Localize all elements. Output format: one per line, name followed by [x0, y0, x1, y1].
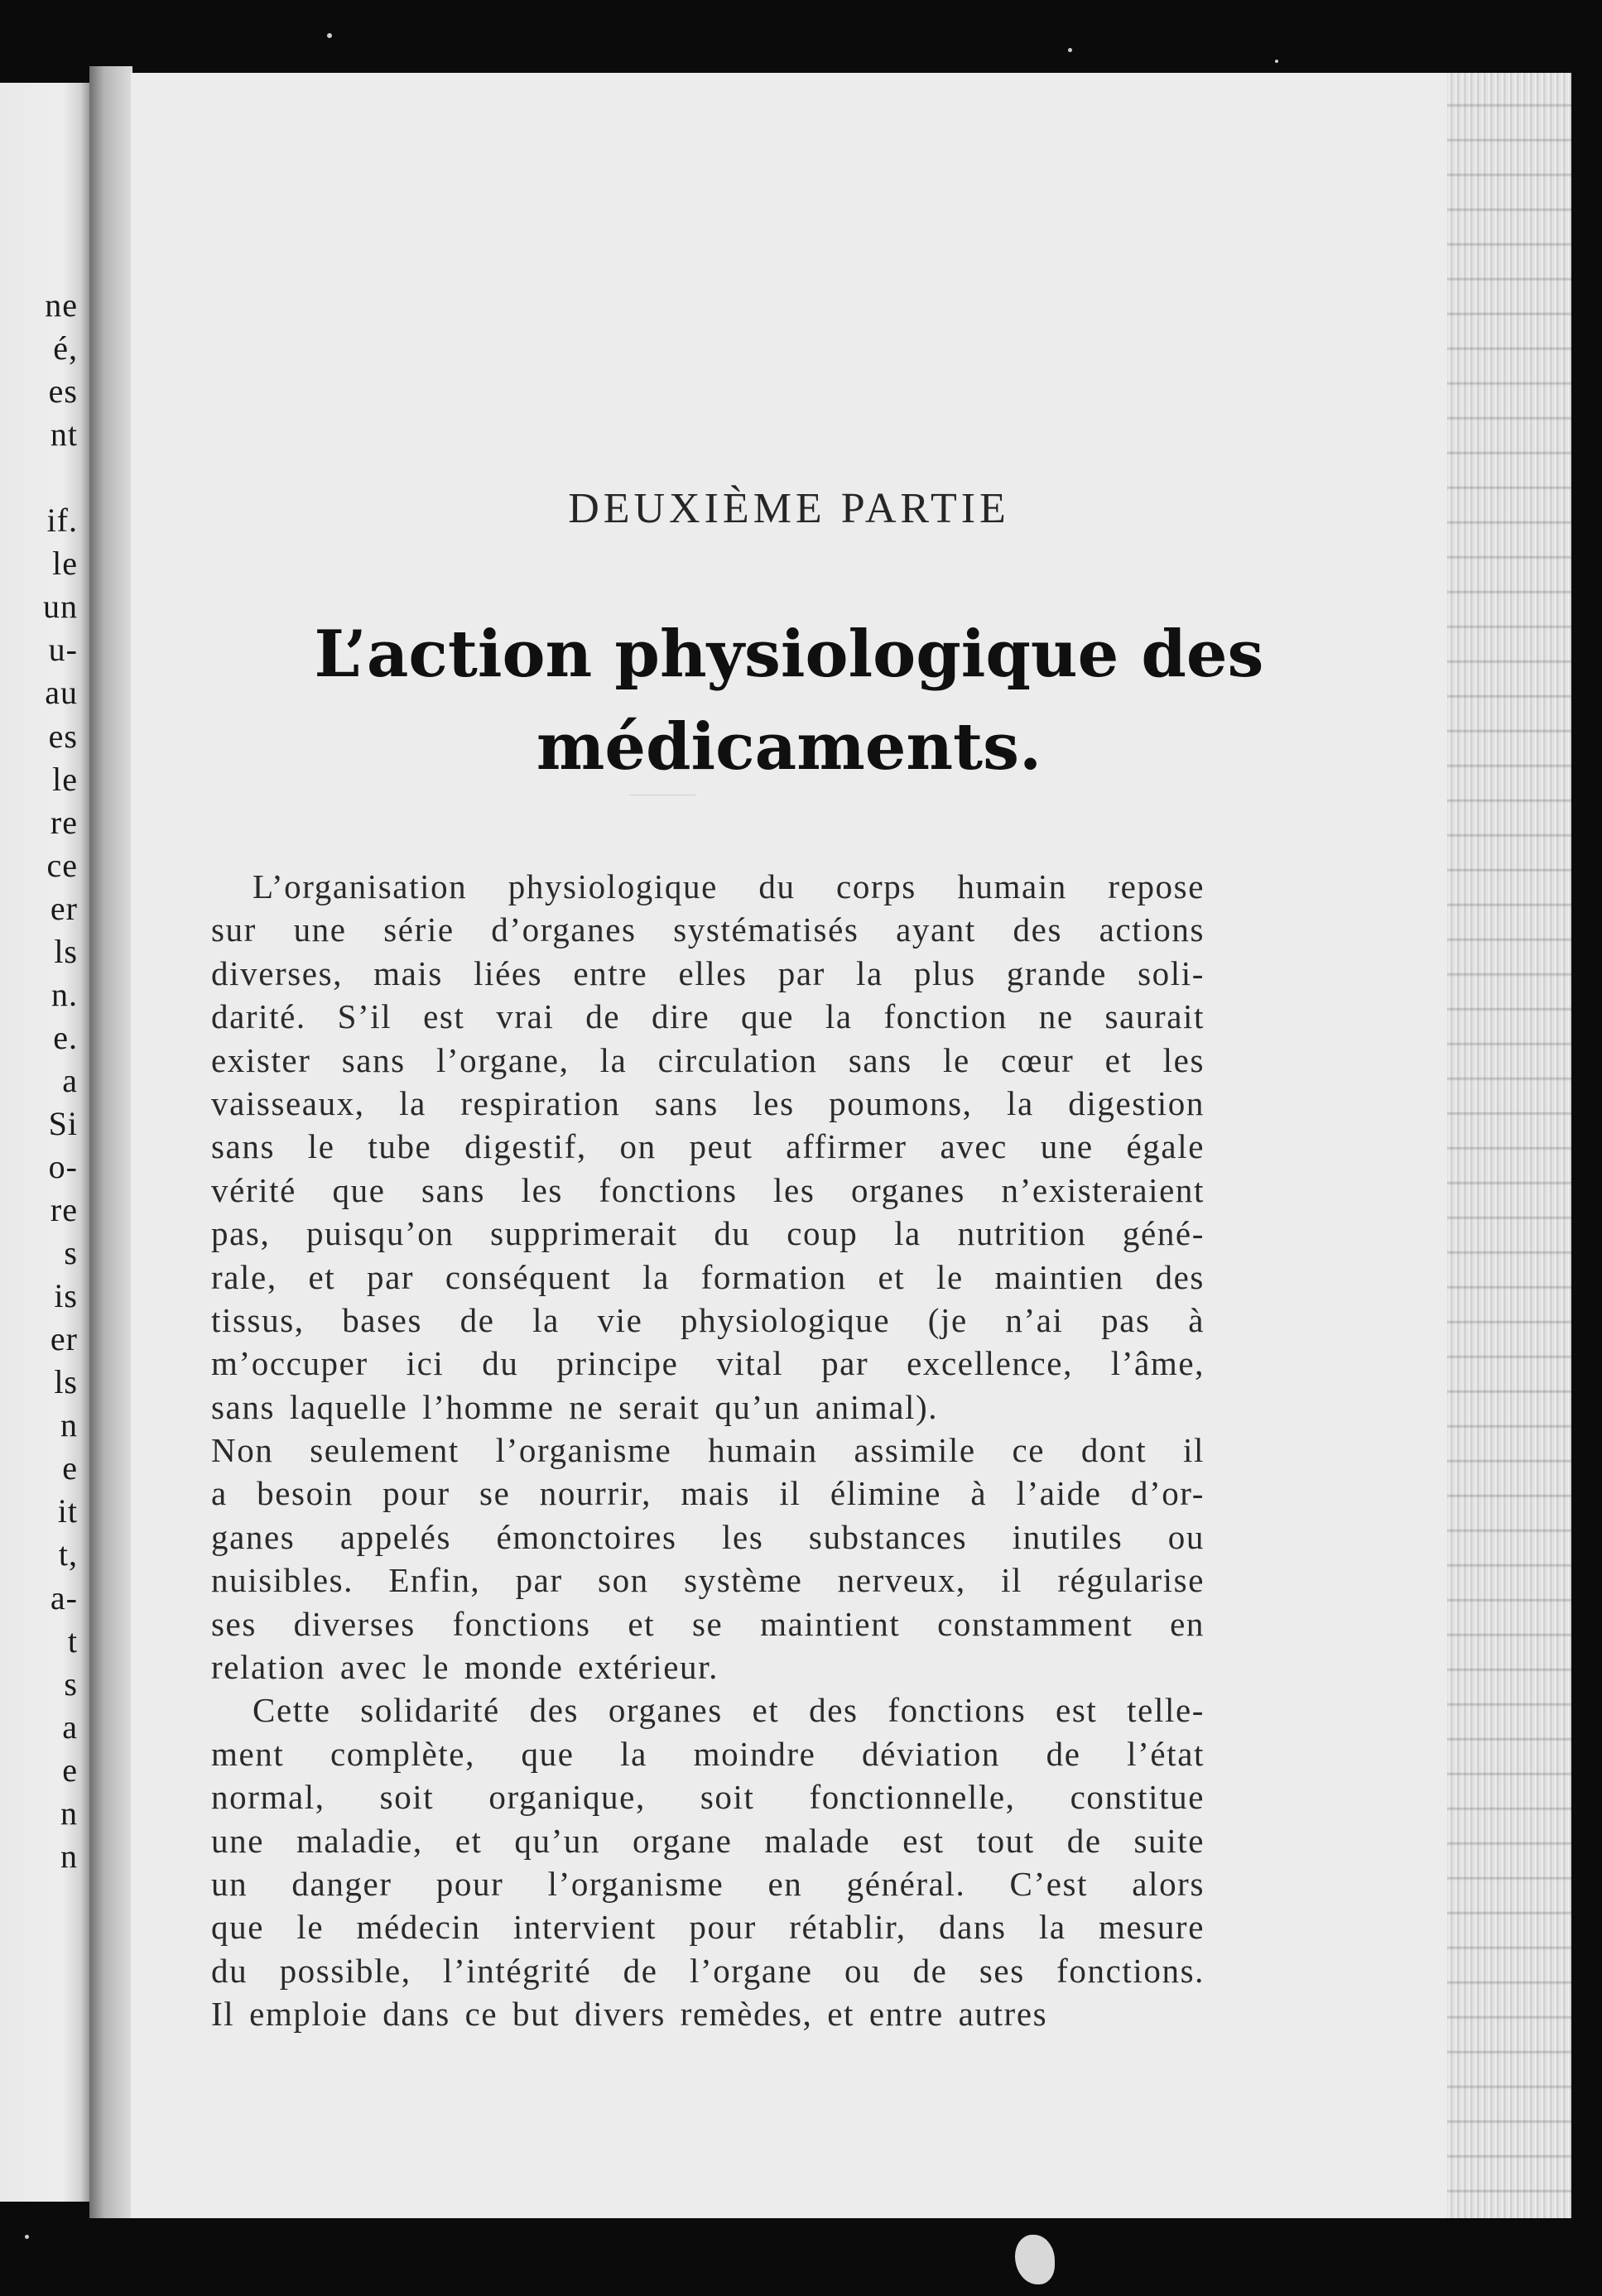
left-page-fragment: es: [48, 372, 78, 411]
left-page-fragment: n: [60, 1837, 78, 1875]
text-line: sur une série d’organes systématisés ayant des actions: [211, 910, 1205, 949]
chapter-title-line-2: médicaments.: [536, 709, 1042, 785]
left-page-fragment: ne: [45, 286, 78, 324]
text-line: pas, puisqu’on supprimerait du coup la nutrition géné-: [211, 1214, 1205, 1253]
left-page-fragment: is: [54, 1277, 78, 1315]
left-facing-page: [0, 83, 89, 2202]
part-title: DEUXIÈME PARTIE: [568, 485, 1010, 532]
text-line: diverses, mais liées entre elles par la plus grande soli-: [211, 953, 1205, 992]
left-page-fragment: o-: [48, 1148, 78, 1185]
left-page-fragment: Si: [48, 1104, 78, 1142]
left-page-fragment: n: [60, 1406, 78, 1444]
text-line: ment complète, que la moindre déviation de l’état: [211, 1734, 1205, 1773]
left-page-fragment: it: [57, 1492, 78, 1530]
left-page-fragment: a-: [50, 1578, 78, 1616]
text-line: exister sans l’organe, la circulation sans le cœur et les: [211, 1040, 1205, 1079]
left-page-fragment: e: [62, 1751, 78, 1789]
left-page-fragment: ls: [54, 932, 78, 970]
text-line: une maladie, et qu’un organe malade est tout de suite: [211, 1821, 1205, 1860]
text-line: Cette solidarité des organes et des fonctions est telle-: [253, 1691, 1205, 1730]
left-page-fragment: a: [62, 1061, 78, 1099]
left-page-fragment: re: [50, 1191, 78, 1229]
left-page-fragment: er: [50, 1320, 78, 1358]
text-line: vérité que sans les fonctions les organes n’existeraient: [211, 1170, 1205, 1209]
left-page-fragment: e: [62, 1449, 78, 1487]
left-page-fragment: re: [50, 803, 78, 841]
text-line: Il emploie dans ce but divers remèdes, et entre autres: [211, 1995, 1048, 2034]
left-page-fragment: é,: [53, 329, 78, 367]
page-edges: [1447, 73, 1571, 2218]
text-line: L’organisation physiologique du corps humain repose: [253, 867, 1205, 905]
left-page-fragment: u-: [48, 631, 78, 669]
left-page-fragment: le: [52, 545, 78, 583]
body-text: [211, 865, 1205, 2036]
text-line: ses diverses fonctions et se maintient constamment en: [211, 1604, 1205, 1643]
left-page-fragment: ce: [46, 846, 78, 884]
text-line: ganes appelés émonctoires les substances inutiles ou: [211, 1517, 1205, 1556]
left-page-fragment: s: [64, 1234, 78, 1272]
left-page-fragment: s: [64, 1664, 78, 1703]
text-line: tissus, bases de la vie physiologique (je n’ai pas à: [211, 1300, 1205, 1339]
left-page-fragment: nt: [50, 415, 78, 454]
text-line: darité. S’il est vrai de dire que la fonction ne saurait: [211, 997, 1205, 1036]
left-page-fragment: es: [48, 717, 78, 755]
left-page-fragment: n.: [51, 975, 78, 1013]
left-page-fragment: t,: [58, 1535, 78, 1573]
scan-speck: [25, 2235, 29, 2239]
text-line: que le médecin intervient pour rétablir, dans la mesure: [211, 1908, 1205, 1947]
text-line: rale, et par conséquent la formation et le maintien des: [211, 1257, 1205, 1296]
text-line: nuisibles. Enfin, par son système nerveux, il régularise: [211, 1561, 1205, 1600]
left-page-fragment: er: [50, 889, 78, 927]
left-page-fragment: a: [62, 1708, 78, 1746]
left-page-fragment: t: [67, 1621, 78, 1660]
chapter-title-line-1: L’action physiologique des: [314, 617, 1264, 692]
scan-speck: [1068, 48, 1072, 52]
left-page-fragment: au: [45, 674, 78, 712]
chapter-title: [131, 608, 1447, 794]
text-line: a besoin pour se nourrir, mais il élimine à l’aide d’or-: [211, 1474, 1205, 1513]
text-line: sans laquelle l’homme ne serait qu’un animal).: [211, 1387, 939, 1426]
left-page-fragment: le: [52, 760, 78, 798]
scan-speck: [1275, 60, 1278, 63]
book-gutter: [89, 66, 132, 2218]
text-line: vaisseaux, la respiration sans les poumons, la digestion: [211, 1083, 1205, 1122]
scan-blot: [1015, 2235, 1055, 2284]
text-line: m’occuper ici du principe vital par excellence, l’âme,: [211, 1344, 1205, 1383]
page-edge-shadow: [1571, 73, 1602, 2218]
text-line: relation avec le monde extérieur.: [211, 1648, 719, 1687]
left-page-fragment: if.: [46, 502, 78, 540]
text-line: un danger pour l’organisme en général. C’est alors: [211, 1864, 1205, 1903]
left-page-fragment: un: [43, 588, 78, 626]
scan-speck: [327, 33, 332, 38]
text-line: normal, soit organique, soit fonctionnelle, constitue: [211, 1778, 1205, 1817]
text-line: du possible, l’intégrité de l’organe ou de ses fonctions.: [211, 1951, 1205, 1990]
text-line: sans le tube digestif, on peut affirmer avec une égale: [211, 1127, 1205, 1166]
left-page-fragment: e.: [53, 1018, 78, 1056]
left-page-fragment: ls: [54, 1363, 78, 1401]
text-line: Non seulement l’organisme humain assimile ce dont il: [211, 1431, 1205, 1470]
left-page-fragment: n: [60, 1794, 78, 1832]
